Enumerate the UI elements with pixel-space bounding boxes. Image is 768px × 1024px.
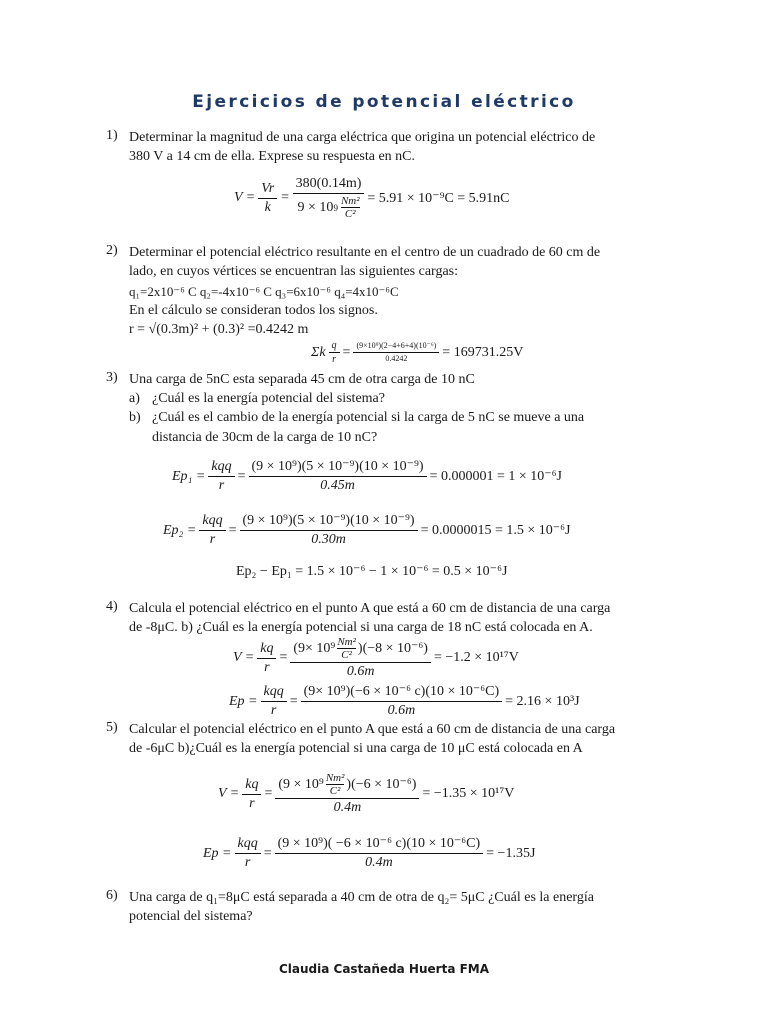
eq-lhs: V = — [233, 650, 255, 665]
eq-fraction — [208, 459, 234, 494]
eq-denominator: r — [249, 795, 255, 811]
eq-unit-den: C² — [341, 649, 352, 661]
problem-3-a-label: a) — [129, 391, 140, 406]
eq-rhs: = −1.35 × 10¹⁷V — [422, 786, 515, 801]
eq-lhs: Ep = — [203, 845, 232, 861]
eq-equals: = — [228, 522, 237, 538]
eq-lhs: Σk — [311, 344, 326, 360]
eq-unit-den: C² — [329, 785, 341, 797]
eq-denominator-exp: 9 — [333, 202, 338, 213]
eq-rhs: = 0.000001 = 1 × 10⁻⁶J — [429, 469, 562, 484]
eq-equals: = — [342, 344, 351, 360]
eq-numerator: kqq — [235, 836, 261, 854]
problem-2-number: 2) — [106, 243, 118, 258]
eq-lhs: V = — [218, 786, 240, 801]
eq-denominator: 0.4242 — [385, 354, 408, 363]
eq-equals: = — [264, 786, 273, 801]
problem-5-line-1: Calcular el potencial eléctrico en el punto A que está a 60 cm de distancia de una carga — [129, 722, 616, 737]
eq-equals: = — [237, 468, 246, 484]
eq-unit-den: C² — [344, 208, 356, 220]
problem-3-equation-3: Ep₂ − Ep₁ = 1.5 × 10⁻⁶ − 1 × 10⁻⁶ = 0.5 × 10⁻⁶J — [236, 564, 508, 579]
eq-numerator-pre: (9× 10⁹ — [293, 640, 336, 656]
eq-fraction — [257, 641, 276, 676]
eq-numerator: kqq — [199, 513, 225, 531]
eq-numerator: kqq — [261, 684, 287, 702]
eq-numerator: 380(0.14m) — [293, 176, 365, 194]
eq-denominator: 0.4m — [365, 855, 393, 870]
eq-fraction — [275, 836, 484, 871]
problem-5-equation-2 — [203, 836, 535, 871]
eq-denominator: r — [270, 703, 277, 718]
eq-denominator: 0.6m — [387, 703, 416, 718]
eq-lhs: Ep = — [229, 693, 258, 709]
eq-equals: = — [279, 650, 288, 665]
problem-2-line-4: En el cálculo se consideran todos los signos. — [129, 303, 378, 318]
problem-4-line-1: Calcula el potencial eléctrico en el punto A que está a 60 cm de distancia de una carga — [129, 601, 611, 616]
problem-3-equation-1 — [172, 459, 562, 494]
problem-3-a: ¿Cuál es la energía potencial del sistema? — [152, 391, 385, 406]
eq-denominator: 0.30m — [311, 532, 346, 547]
problem-6-number: 6) — [106, 888, 118, 903]
eq-rhs: = 5.91 × 10⁻⁹C = 5.91nC — [367, 190, 510, 206]
eq-unit-num: Nm² — [337, 636, 356, 648]
problem-1-number: 1) — [106, 128, 118, 143]
eq-numerator-post: )(−6 × 10⁻⁶) — [346, 776, 417, 792]
eq-numerator: kq — [242, 777, 261, 795]
eq-lhs: V = — [234, 190, 256, 205]
eq-numerator: (9 × 10⁹)( −6 × 10⁻⁶ c)(10 × 10⁻⁶C) — [275, 836, 484, 854]
eq-fraction — [242, 777, 261, 812]
eq-denominator: k — [264, 199, 271, 215]
problem-1-line-1: Determinar la magnitud de una carga eléctrica que origina un potencial eléctrico de — [129, 130, 596, 145]
eq-fraction — [275, 772, 419, 816]
problem-2-charges: q₁=2x10⁻⁶ C q₂=-4x10⁻⁶ C q₃=6x10⁻⁶ q₄=4x10⁻⁶C — [129, 284, 399, 299]
eq-denominator: r — [244, 855, 251, 870]
eq-equals: = — [263, 845, 272, 861]
eq-numerator: kqq — [208, 459, 234, 477]
eq-numerator-post: )(−8 × 10⁻⁶) — [357, 640, 428, 656]
eq-denominator: 0.45m — [320, 478, 355, 493]
eq-numerator — [290, 636, 431, 663]
eq-lhs: Ep₂ = — [163, 522, 197, 538]
eq-fraction — [249, 459, 427, 494]
problem-3-line-1: Una carga de 5nC esta separada 45 cm de otra carga de 10 nC — [129, 372, 475, 387]
problem-5-line-2: de -6μC b)¿Cuál es la energía potencial si una carga de 10 μC está colocada en A — [129, 741, 583, 756]
eq-fraction — [329, 340, 340, 365]
eq-fraction — [290, 636, 431, 680]
eq-numerator: Vr — [258, 181, 277, 199]
problem-3-b-line-1: ¿Cuál es el cambio de la energía potencial si la carga de 5 nC se mueve a una — [152, 410, 585, 425]
eq-numerator: (9× 10⁹)(−6 × 10⁻⁶ c)(10 × 10⁻⁶C) — [301, 684, 503, 702]
eq-numerator: (9 × 10⁹)(5 × 10⁻⁹)(10 × 10⁻⁹) — [249, 459, 427, 477]
problem-1-equation — [234, 176, 510, 220]
eq-numerator: (9 × 10⁹)(5 × 10⁻⁹)(10 × 10⁻⁹) — [240, 513, 418, 531]
footer-author: Claudia Castañeda Huerta FMA — [278, 962, 490, 976]
page-title: Ejercicios de potencial eléctrico — [192, 92, 576, 112]
eq-denominator: 0.6m — [346, 664, 375, 679]
eq-denominator: r — [209, 532, 216, 547]
problem-1-line-2: 380 V a 14 cm de ella. Exprese su respuesta en nC. — [129, 149, 416, 164]
eq-numerator: kq — [257, 641, 276, 659]
problem-2-equation — [311, 340, 523, 365]
eq-fraction — [240, 513, 418, 548]
problem-2-line-1: Determinar el potencial eléctrico resultante en el centro de un cuadrado de 60 cm de — [129, 245, 601, 260]
eq-equals: = — [280, 190, 290, 205]
eq-numerator: q — [329, 340, 340, 353]
eq-fraction — [353, 341, 439, 364]
eq-fraction — [301, 684, 503, 719]
problem-5-equation-1 — [218, 772, 514, 816]
eq-unit-num: Nm² — [340, 195, 360, 207]
eq-fraction — [199, 513, 225, 548]
eq-denominator — [295, 194, 363, 220]
eq-equals: = — [289, 693, 298, 709]
eq-unit-num: Nm² — [325, 772, 345, 784]
eq-rhs: = −1.2 × 10¹⁷V — [433, 650, 519, 665]
problem-3-equation-2 — [163, 513, 571, 548]
eq-numerator: (9×10⁹)(2−4+6+4)(10⁻⁶) — [353, 341, 439, 353]
eq-rhs: = −1.35J — [486, 845, 536, 861]
problem-2-line-2: lado, en cuyos vértices se encuentran las siguientes cargas: — [129, 264, 459, 279]
eq-fraction — [293, 176, 365, 220]
eq-fraction — [235, 836, 261, 871]
eq-rhs: = 0.0000015 = 1.5 × 10⁻⁶J — [420, 523, 571, 538]
eq-numerator — [275, 772, 419, 799]
problem-6-line-2: potencial del sistema? — [129, 909, 253, 924]
eq-denominator: r — [218, 478, 225, 493]
problem-2-radius: r = √(0.3m)² + (0.3)² =0.4242 m — [129, 322, 309, 337]
problem-4-equation-1 — [233, 636, 519, 680]
eq-denominator: r — [332, 354, 336, 365]
eq-denominator-pre: 9 × 10 — [297, 199, 334, 215]
eq-lhs: Ep₁ = — [172, 468, 206, 484]
eq-numerator-pre: (9 × 10⁹ — [278, 776, 324, 792]
problem-3-number: 3) — [106, 370, 118, 385]
eq-denominator: 0.4m — [333, 800, 362, 815]
problem-4-equation-2 — [229, 684, 580, 719]
problem-5-number: 5) — [106, 720, 118, 735]
problem-4-line-2: de -8μC. b) ¿Cuál es la energía potencial si una carga de 18 nC está colocada en A. — [129, 620, 593, 635]
eq-fraction — [261, 684, 287, 719]
problem-6-line-1: Una carga de q₁=8μC está separada a 40 cm de otra de q₂= 5μC ¿Cuál es la energía — [129, 890, 594, 905]
eq-rhs: = 169731.25V — [442, 344, 524, 360]
problem-3-b-line-2: distancia de 30cm de la carga de 10 nC? — [152, 430, 378, 445]
eq-denominator: r — [264, 659, 270, 675]
problem-3-b-label: b) — [129, 410, 141, 425]
problem-4-number: 4) — [106, 599, 118, 614]
eq-fraction — [258, 181, 277, 216]
eq-rhs: = 2.16 × 10³J — [505, 693, 580, 709]
